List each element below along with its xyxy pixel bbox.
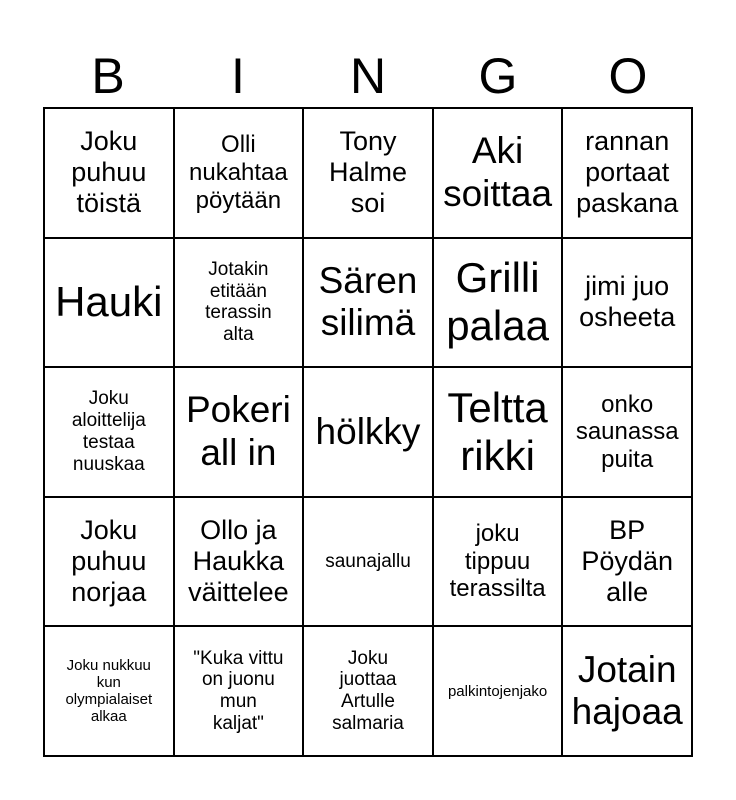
cell-text: palkintojenjako	[447, 682, 548, 700]
cell-text: joku tippuu terassilta	[449, 520, 546, 603]
bingo-cell[interactable]	[303, 626, 433, 756]
header-letter-o: O	[608, 48, 648, 104]
cell-text: BP Pöydän alle	[581, 515, 673, 608]
bingo-cell[interactable]	[562, 108, 692, 238]
bingo-cell[interactable]	[44, 238, 174, 368]
header-letter-i: I	[231, 48, 245, 104]
cell-text: Aki soittaa	[443, 130, 553, 214]
cell-text: onko saunassa puita	[575, 390, 679, 473]
bingo-cell[interactable]	[174, 108, 304, 238]
bingo-cell[interactable]	[433, 238, 563, 368]
bingo-cell[interactable]	[303, 497, 433, 627]
cell-text: rannan portaat paskana	[576, 126, 679, 219]
cell-text: Teltta rikki	[447, 383, 548, 479]
cell-text: Ollo ja Haukka väittelee	[188, 515, 289, 608]
cell-text: Joku juottaa Artulle salmaria	[332, 647, 404, 735]
cell-text: "Kuka vittu on juonu mun kaljat"	[193, 647, 284, 735]
bingo-cell[interactable]	[433, 497, 563, 627]
bingo-cell[interactable]	[303, 108, 433, 238]
header-letter-n: N	[349, 48, 387, 104]
bingo-cell[interactable]	[174, 497, 304, 627]
cell-text: Joku puhuu norjaa	[71, 515, 147, 608]
cell-text: Jotain hajoaa	[571, 648, 683, 733]
cell-text: Grilli palaa	[446, 254, 549, 350]
bingo-board	[43, 107, 693, 757]
bingo-cell[interactable]	[562, 626, 692, 756]
cell-text: Pokeri all in	[185, 389, 291, 473]
cell-text: Hauki	[55, 278, 163, 326]
cell-text: hölkky	[315, 410, 421, 452]
cell-text: Tony Halme soi	[328, 126, 407, 219]
bingo-cell[interactable]	[44, 626, 174, 756]
bingo-cell[interactable]	[303, 238, 433, 368]
bingo-cell[interactable]	[433, 626, 563, 756]
bingo-cell[interactable]	[562, 367, 692, 497]
cell-text: jimi juo osheeta	[579, 271, 676, 333]
bingo-cell[interactable]	[562, 497, 692, 627]
cell-text: Sären silimä	[318, 259, 418, 344]
cell-text: saunajallu	[325, 550, 411, 572]
cell-text: Joku nukkuu kun olympialaiset alkaa	[65, 656, 153, 726]
bingo-cell[interactable]	[174, 626, 304, 756]
header-letter-b: B	[91, 48, 125, 104]
bingo-cell[interactable]	[44, 367, 174, 497]
cell-text: Joku puhuu töistä	[71, 126, 147, 219]
header-letter-g: G	[478, 48, 518, 104]
cell-text: Jotakin etitään terassin alta	[205, 258, 272, 346]
bingo-cell[interactable]	[44, 108, 174, 238]
bingo-cell[interactable]	[562, 238, 692, 368]
bingo-cell[interactable]	[303, 367, 433, 497]
bingo-cell[interactable]	[44, 497, 174, 627]
bingo-header	[43, 44, 693, 108]
bingo-cell[interactable]	[174, 238, 304, 368]
bingo-cell[interactable]	[433, 108, 563, 238]
bingo-cell[interactable]	[174, 367, 304, 497]
cell-text: Olli nukahtaa pöytään	[189, 131, 288, 214]
bingo-cell[interactable]	[433, 367, 563, 497]
cell-text: Joku aloittelija testaa nuuskaa	[71, 388, 146, 475]
